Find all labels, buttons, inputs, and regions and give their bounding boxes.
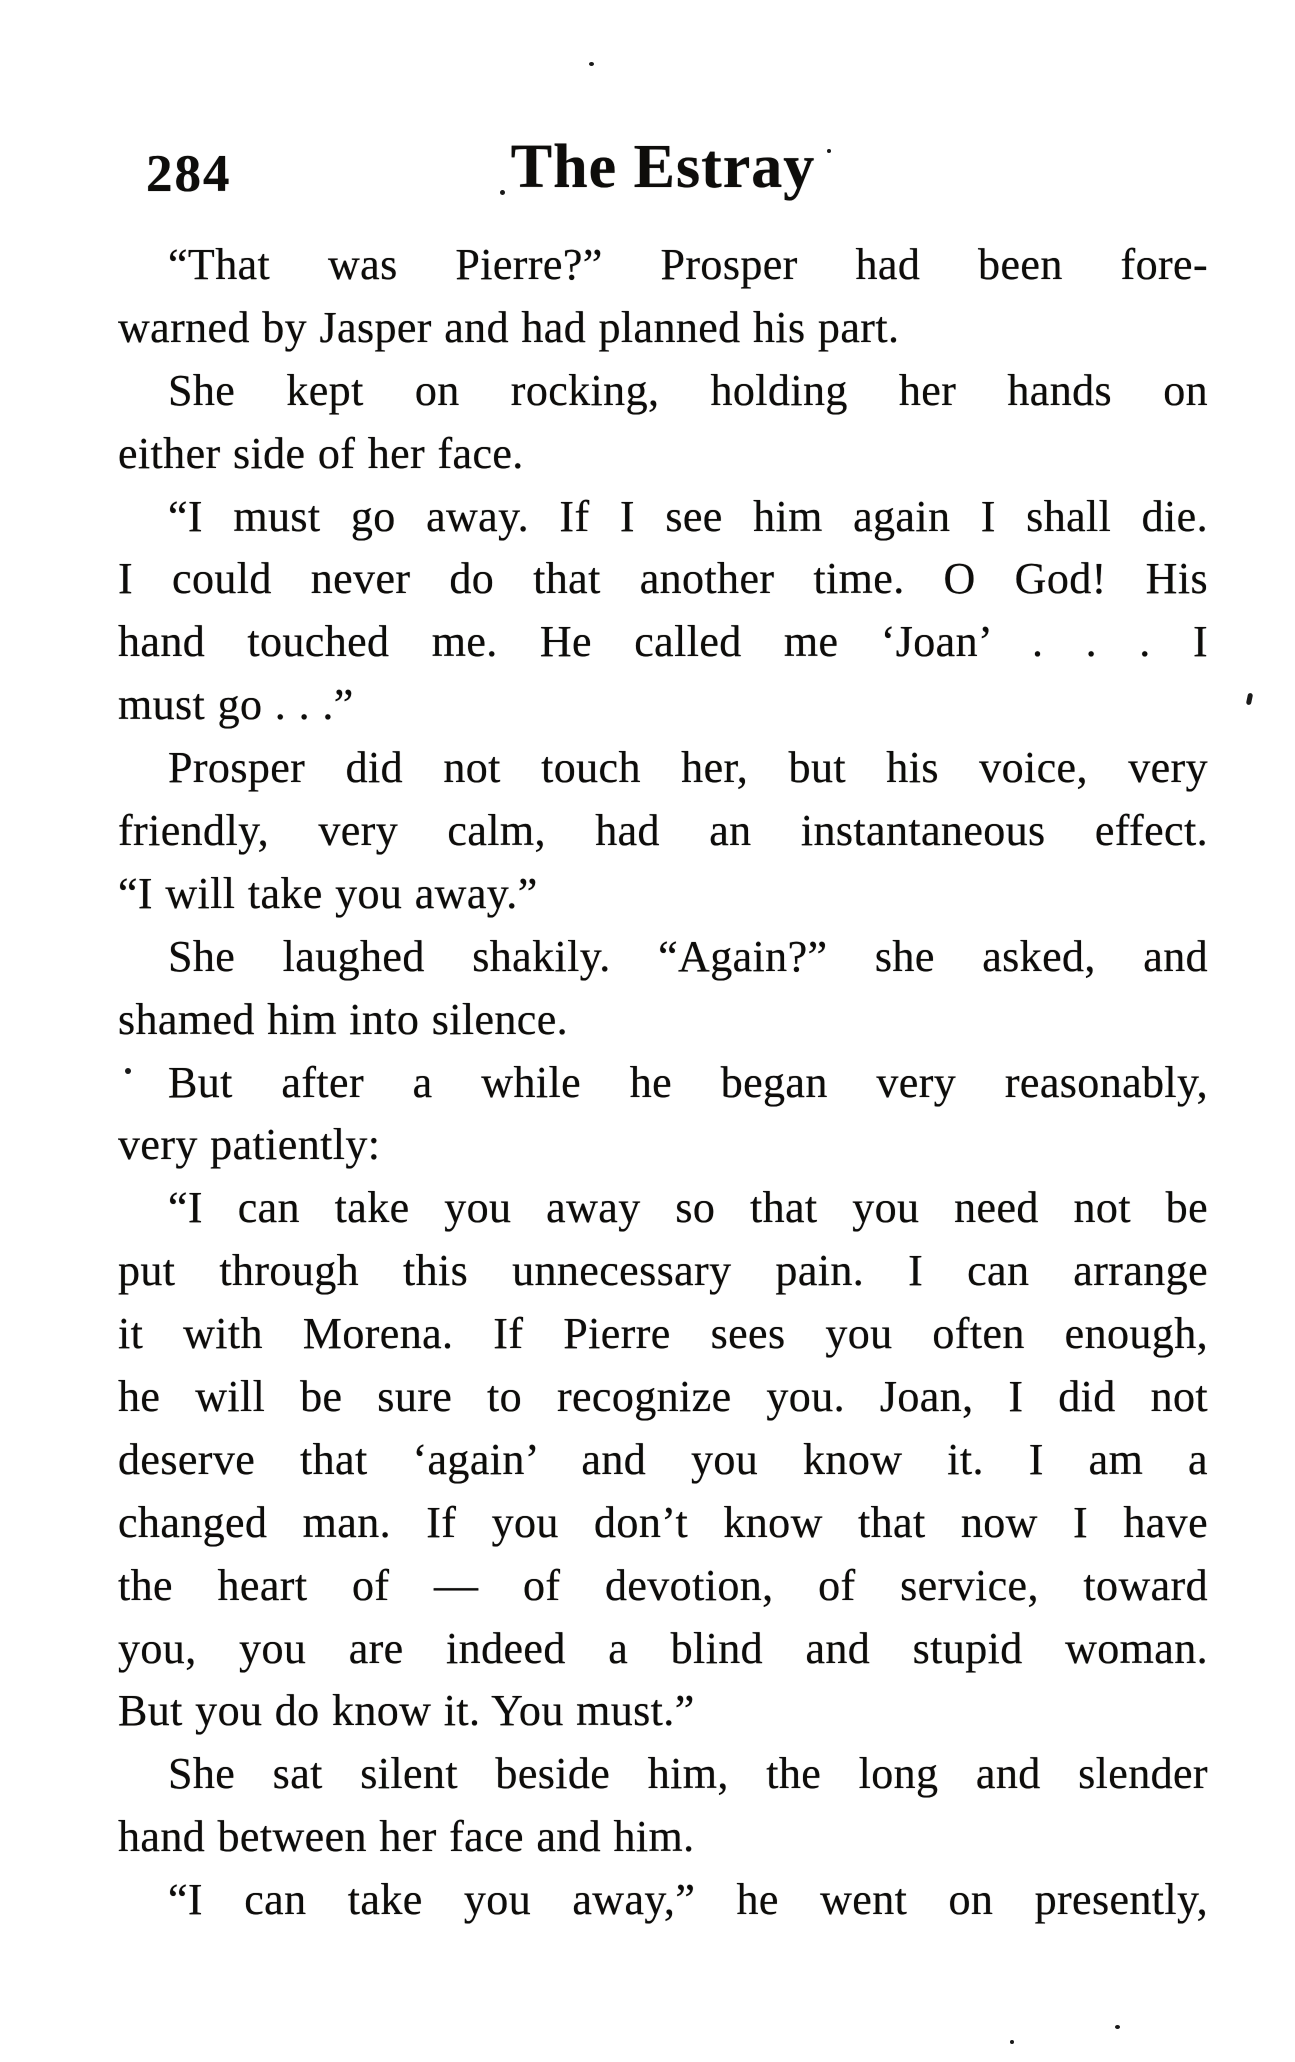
text-line: it with Morena. If Pierre sees you often enough,	[118, 1309, 1208, 1359]
page-number: 284	[146, 145, 232, 203]
scan-speck	[500, 190, 505, 195]
text-line: She laughed shakily. “Again?” she asked, and	[168, 931, 1208, 981]
text-line: “I can take you away so that you need not be	[168, 1183, 1208, 1233]
text-line: But after a while he began very reasonably,	[168, 1057, 1208, 1107]
text-line: “I must go away. If I see him again I shall die.	[168, 491, 1208, 541]
text-line: put through this unnecessary pain. I can arrange	[118, 1246, 1208, 1296]
text-line: hand touched me. He called me ‘Joan’ . . . I	[118, 617, 1208, 667]
text-line: “I can take you away,” he went on presently,	[168, 1875, 1208, 1925]
body-lines	[118, 234, 1208, 1932]
scan-speck	[589, 62, 594, 66]
scan-speck	[125, 1068, 131, 1074]
text-line: I could never do that another time. O God! His	[118, 554, 1208, 604]
text-line: either side of her face.	[118, 428, 524, 478]
text-line: But you do know it. You must.”	[118, 1686, 695, 1736]
text-line: very patiently:	[118, 1120, 381, 1170]
text-line: Prosper did not touch her, but his voice, very	[168, 743, 1208, 793]
scan-speck	[827, 149, 831, 153]
text-line: he will be sure to recognize you. Joan, I did not	[118, 1372, 1208, 1422]
text-line: you, you are indeed a blind and stupid woman.	[118, 1623, 1208, 1673]
scan-speck	[1115, 2025, 1120, 2029]
scan-speck	[1246, 693, 1253, 706]
scan-speck	[1010, 2040, 1014, 2044]
text-line: She kept on rocking, holding her hands on	[168, 365, 1208, 415]
text-line: shamed him into silence.	[118, 994, 569, 1044]
text-line: hand between her face and him.	[118, 1812, 695, 1862]
text-line: changed man. If you don’t know that now I have	[118, 1497, 1208, 1547]
text-line: friendly, very calm, had an instantaneous effect.	[118, 806, 1208, 856]
text-line: warned by Jasper and had planned his part.	[118, 302, 900, 352]
text-line: the heart of — of devotion, of service, toward	[118, 1560, 1208, 1610]
running-title: The Estray	[510, 133, 816, 201]
text-line: deserve that ‘again’ and you know it. I am a	[118, 1434, 1208, 1484]
text-line: She sat silent beside him, the long and slender	[168, 1749, 1208, 1799]
text-line: “That was Pierre?” Prosper had been fore-	[168, 240, 1208, 289]
text-line: must go . . .”	[118, 680, 354, 730]
text-line: “I will take you away.”	[118, 868, 538, 918]
